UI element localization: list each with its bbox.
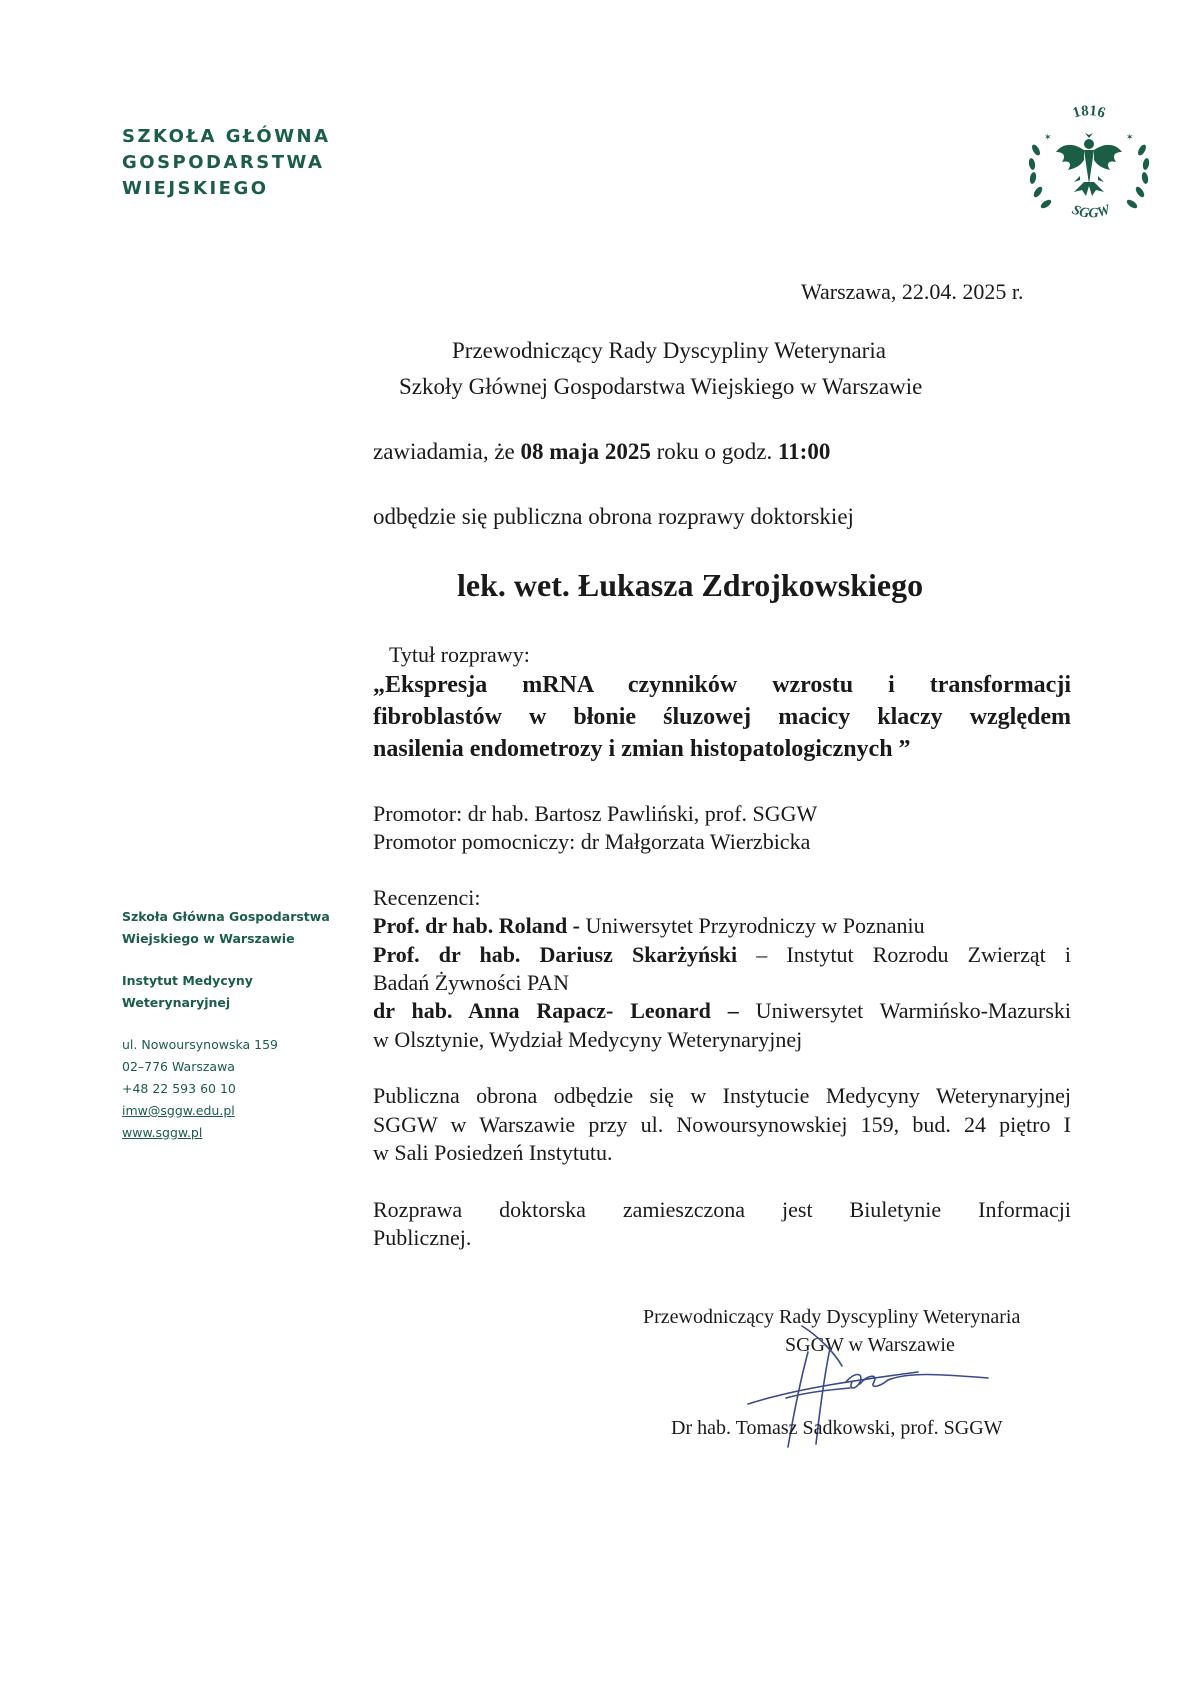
thesis-label: Tytuł rozprawy: — [389, 642, 530, 667]
reviewers-label: Recenzenci: — [373, 885, 481, 910]
sidebar-institute-line-2: Weterynaryjnej — [122, 995, 231, 1010]
sidebar-org-line-1: Szkoła Główna Gospodarstwa — [122, 909, 330, 924]
svg-text:✶: ✶ — [1044, 133, 1052, 143]
bulletin-line-2: Publicznej. — [373, 1225, 472, 1250]
assistant-promotor-line: Promotor pomocniczy: dr Małgorzata Wierzbicka — [373, 829, 811, 854]
reviewer-3-name: dr hab. Anna Rapacz- Leonard – — [373, 998, 739, 1023]
candidate-name: lek. wet. Łukasza Zdrojkowskiego — [457, 567, 924, 603]
reviewer-2-affiliation-cont: Badań Żywności PAN — [373, 970, 569, 995]
reviewer-1 — [373, 913, 925, 939]
reviewer-2-name: Prof. dr hab. Dariusz Skarżyński — [373, 942, 738, 967]
defense-line: odbędzie się publiczna obrona rozprawy doktorskiej — [373, 504, 854, 529]
institution-name-line-3: WIEJSKIEGO — [122, 178, 269, 199]
announcement-line — [373, 439, 830, 465]
sidebar-website-link[interactable]: www.sggw.pl — [122, 1125, 203, 1140]
sidebar-city: 02–776 Warszawa — [122, 1059, 235, 1074]
heading-line-2: Szkoły Głównej Gospodarstwa Wiejskiego w Warszawie — [399, 374, 923, 399]
heading-line-1: Przewodniczący Rady Dyscypliny Weterynaria — [452, 338, 886, 363]
signature-title-line-1: Przewodniczący Rady Dyscypliny Weterynaria — [643, 1306, 1021, 1328]
sggw-logo-icon — [1022, 100, 1156, 234]
announce-date: 08 maja 2025 — [520, 439, 651, 464]
thesis-title-line-3: nasilenia endometrozy i zmian histopatologicznych ” — [373, 736, 911, 762]
reviewer-3 — [373, 998, 1071, 1024]
institution-name-line-1: SZKOŁA GŁÓWNA — [122, 126, 331, 147]
institution-name — [122, 124, 331, 202]
logo-year: 1816 — [1070, 103, 1108, 122]
sidebar-institute-line-1: Instytut Medycyny — [122, 973, 253, 988]
svg-text:1816 — [1071, 103, 1108, 122]
svg-text:✶: ✶ — [1126, 133, 1134, 143]
signatory-name: Dr hab. Tomasz Sadkowski, prof. SGGW — [671, 1417, 1003, 1439]
institution-name-line-2: GOSPODARSTWA — [122, 152, 325, 173]
reviewer-2-affiliation: – Instytut Rozrodu Zwierząt i — [737, 942, 1071, 967]
reviewer-3-affiliation: Uniwersytet Warmińsko-Mazurski — [738, 998, 1071, 1023]
promotor-line: Promotor: dr hab. Bartosz Pawliński, prof. SGGW — [373, 801, 818, 826]
announce-prefix: zawiadamia, że — [373, 439, 521, 464]
reviewer-1-name: Prof. dr hab. Roland - — [373, 913, 581, 938]
signature-title-line-2: SGGW w Warszawie — [785, 1334, 955, 1356]
reviewer-3-affiliation-cont: w Olsztynie, Wydział Medycyny Weterynaryjnej — [373, 1027, 803, 1052]
thesis-title-line-1: „Ekspresja mRNA czynników wzrostu i transformacji — [373, 672, 1071, 698]
announce-middle: roku o godz. — [650, 439, 778, 464]
venue-line-3: w Sali Posiedzeń Instytutu. — [373, 1140, 613, 1165]
logo-abbrev: SGGW — [1069, 202, 1113, 222]
venue-line-2: SGGW w Warszawie przy ul. Nowoursynowskiej 159, bud. 24 piętro I — [373, 1112, 1071, 1137]
svg-text:SGGW — [1070, 202, 1114, 221]
sidebar-contact — [122, 906, 330, 1144]
bulletin-line-1: Rozprawa doktorska zamieszczona jest Biuletynie Informacji — [373, 1197, 1071, 1222]
sidebar-email-link[interactable]: imw@sggw.edu.pl — [122, 1103, 235, 1118]
sidebar-street: ul. Nowoursynowska 159 — [122, 1037, 278, 1052]
announce-time: 11:00 — [777, 439, 831, 464]
date-line: Warszawa, 22.04. 2025 r. — [801, 279, 1024, 304]
reviewer-2 — [373, 942, 1071, 968]
sidebar-org-line-2: Wiejskiego w Warszawie — [122, 931, 295, 946]
sidebar-phone: +48 22 593 60 10 — [122, 1081, 236, 1096]
thesis-title-line-2: fibroblastów w błonie śluzowej macicy klaczy względem — [373, 704, 1071, 730]
venue-line-1: Publiczna obrona odbędzie się w Instytucie Medycyny Weterynaryjnej — [373, 1083, 1071, 1108]
reviewer-1-affiliation: Uniwersytet Przyrodniczy w Poznaniu — [580, 913, 925, 938]
